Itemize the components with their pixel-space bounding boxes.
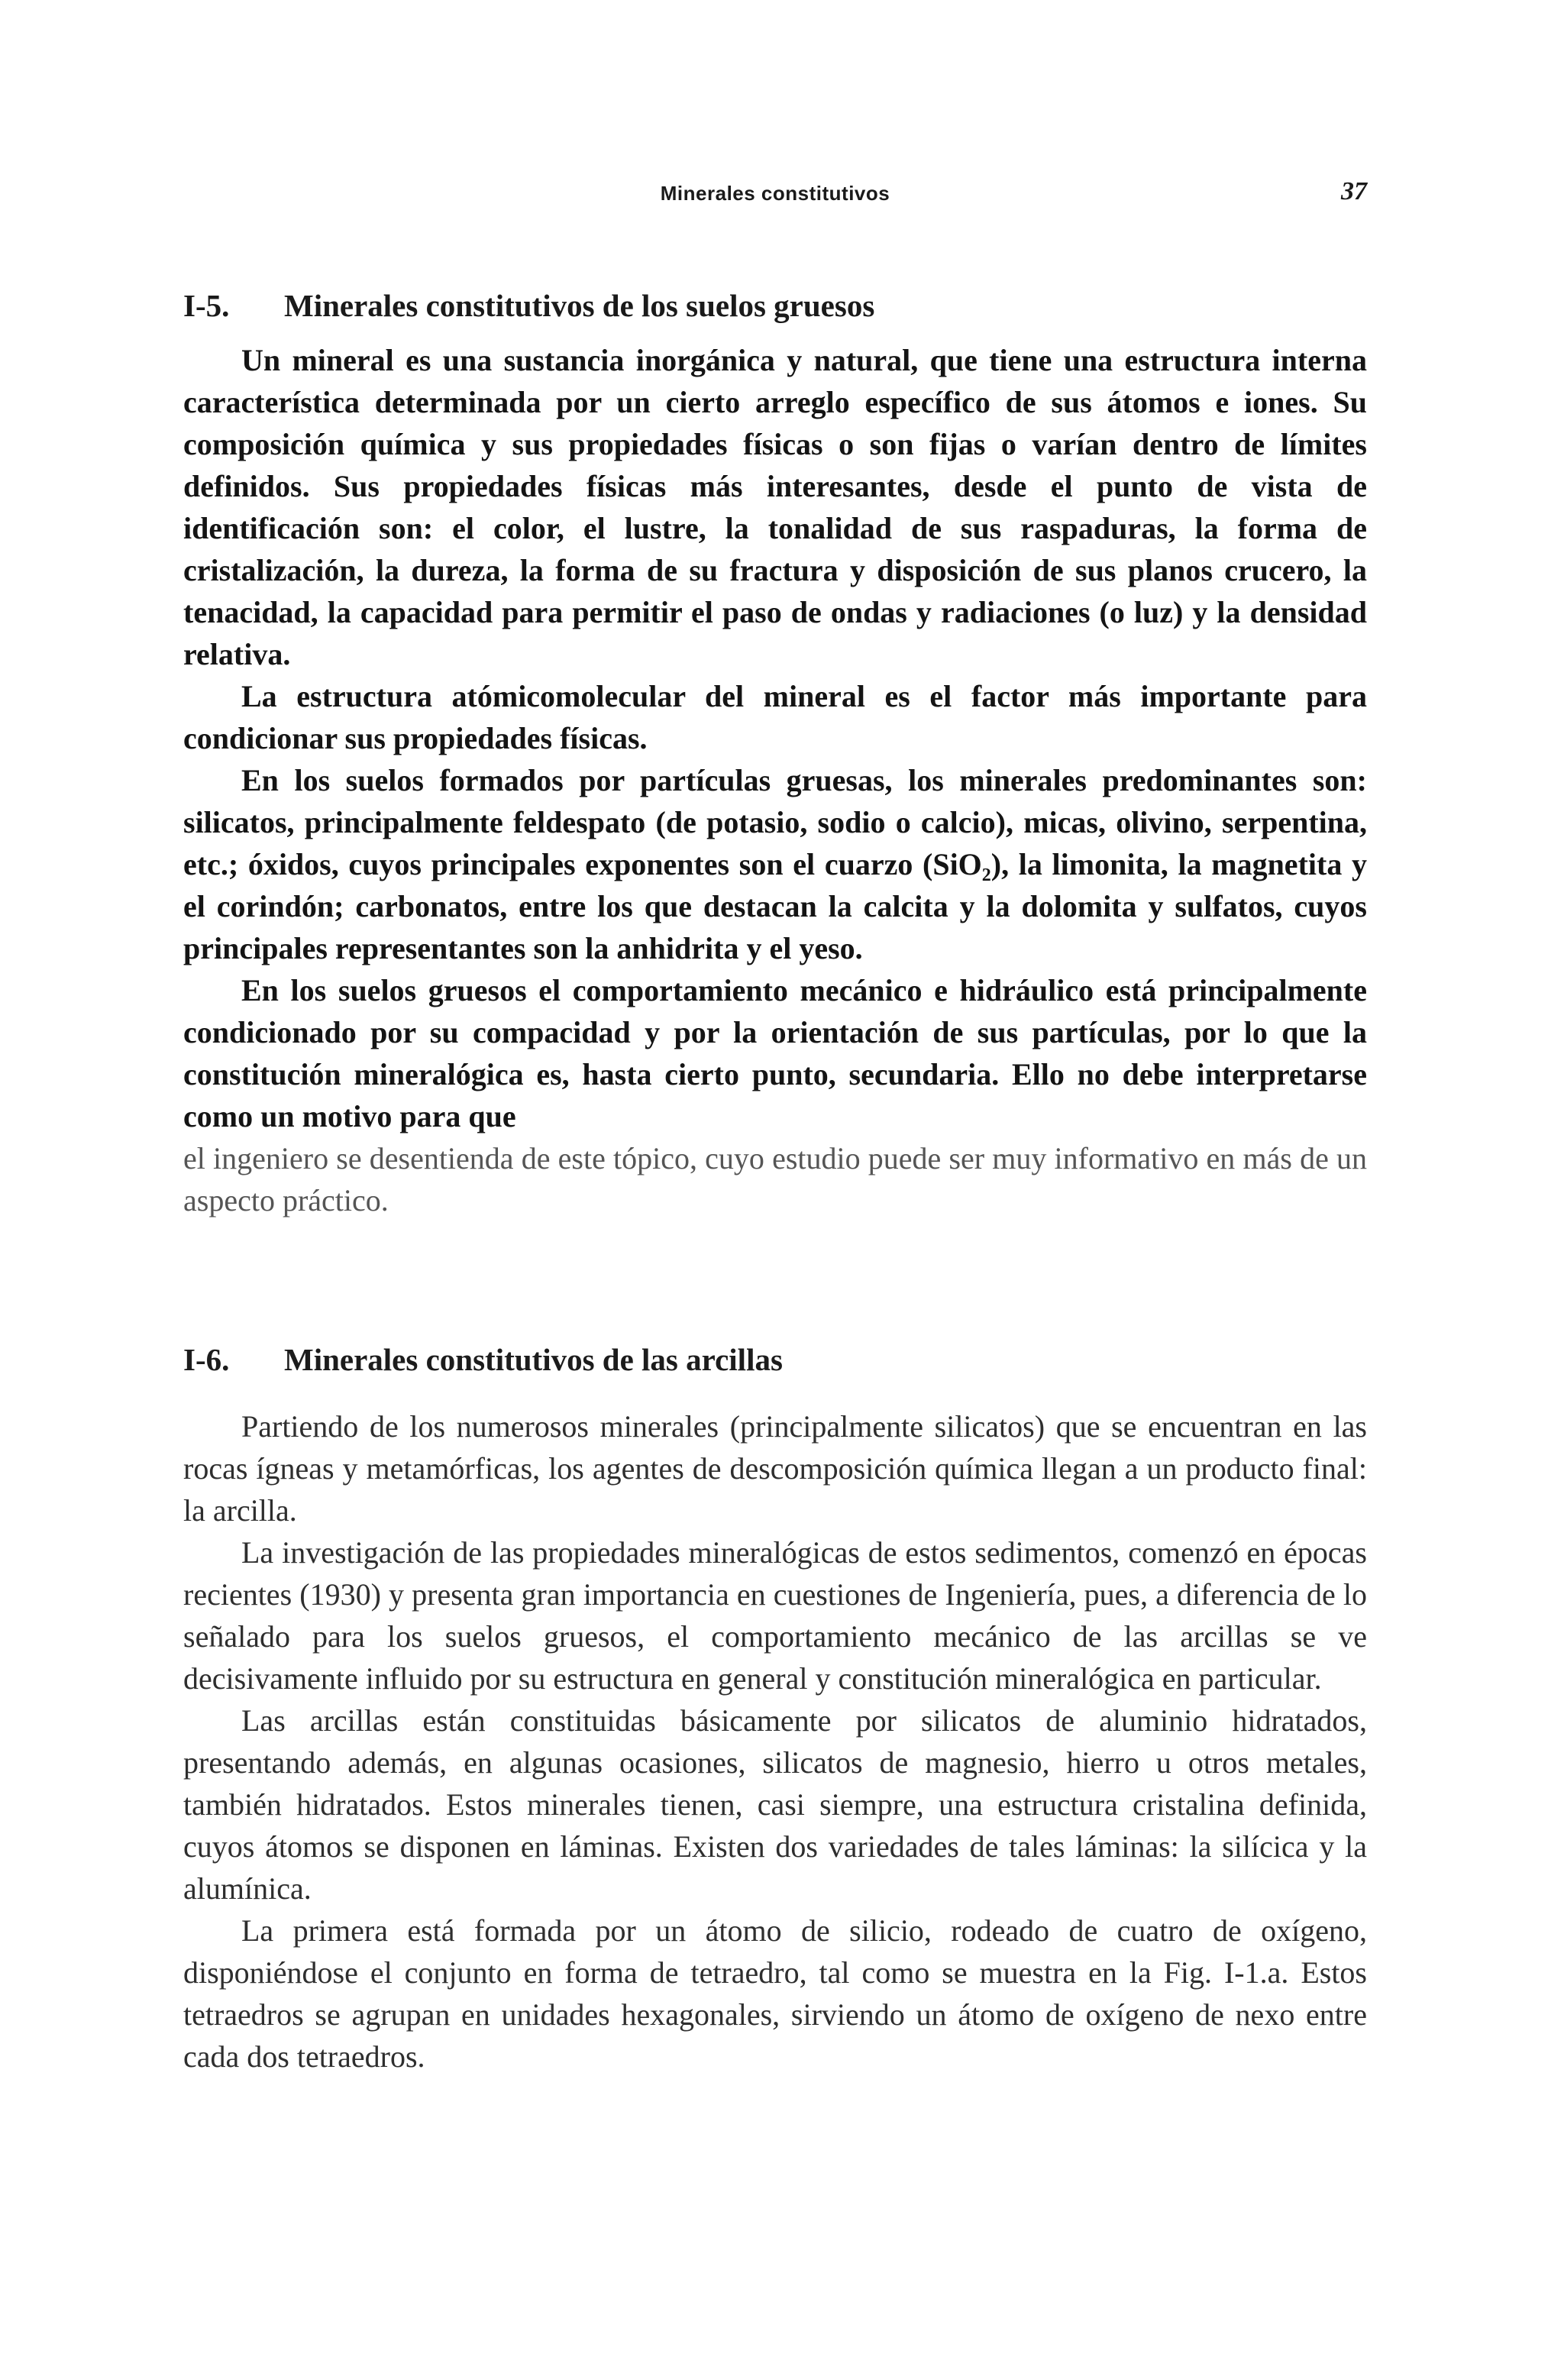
paragraph: En los suelos formados por partículas gruesas, los minerales predominantes son: silicatos, principalmente feldespato (de potasio, sodio o calcio), micas, olivino, serpentina, etc.; óxidos, cuyos principales exponentes son el cuarzo (SiO₂), la limonita, la magnetita y el corindón; carbonatos, entre los que destacan la calcita y la dolomita y sulfatos, cuyos principales representantes son la anhidrita y el yeso. xyxy=(183,763,1367,965)
paragraph: Partiendo de los numerosos minerales (principalmente silicatos) que se encuentran en las rocas ígneas y metamórficas, los agentes de descomposición química llegan a un producto final: la arcilla. xyxy=(183,1409,1367,1528)
section-i-6 xyxy=(183,1338,1367,2078)
paragraph-continuation: el ingeniero se desentienda de este tópico, cuyo estudio puede ser muy informativo en más de un aspecto práctico. xyxy=(183,1141,1367,1217)
section-number: I-6. xyxy=(183,1342,230,1377)
paragraph: La estructura atómicomolecular del mineral es el factor más importante para condicionar sus propiedades físicas. xyxy=(183,679,1367,755)
running-title: Minerales constitutivos xyxy=(660,182,890,205)
section-i-5 xyxy=(183,284,1367,1221)
paragraph: Un mineral es una sustancia inorgánica y natural, que tiene una estructura interna característica determinada por un cierto arreglo específico de sus átomos e iones. Su composición química y sus propiedades físicas o son fijas o varían dentro de límites definidos. Sus propiedades físicas más interesantes, desde el punto de vista de identificación son: el color, el lustre, la tonalidad de sus raspaduras, la forma de cristalización, la dureza, la forma de su fractura y disposición de sus planos crucero, la tenacidad, la capacidad para permitir el paso de ondas y radiaciones (o luz) y la densidad relativa. xyxy=(183,343,1367,671)
paragraph: La investigación de las propiedades mineralógicas de estos sedimentos, comenzó en épocas recientes (1930) y presenta gran importancia en cuestiones de Ingeniería, pues, a diferencia de lo señalado para los suelos gruesos, el comportamiento mecánico de las arcillas se ve decisivamente influido por su estructura en general y constitución mineralógica en particular. xyxy=(183,1535,1367,1696)
paragraph: La primera está formada por un átomo de silicio, rodeado de cuatro de oxígeno, disponiéndose el conjunto en forma de tetraedro, tal como se muestra en la Fig. I-1.a. Estos tetraedros se agrupan en unidades hexagonales, sirviendo un átomo de oxígeno de nexo entre cada dos tetraedros. xyxy=(183,1913,1367,2074)
page-number: 37 xyxy=(1341,177,1367,205)
paragraph: En los suelos gruesos el comportamiento mecánico e hidráulico está principalmente condicionado por su compacidad y por la orientación de sus partículas, por lo que la constitución mineralógica es, hasta cierto punto, secundaria. Ello no debe interpretarse como un motivo para que xyxy=(183,973,1367,1133)
paragraph: Las arcillas están constituidas básicamente por silicatos de aluminio hidratados, presentando además, en algunas ocasiones, silicatos de magnesio, hierro u otros metales, también hidratados. Estos minerales tienen, casi siempre, una estructura cristalina definida, cuyos átomos se disponen en láminas. Existen dos variedades de tales láminas: la silícica y la alumínica. xyxy=(183,1703,1367,1906)
section-title: Minerales constitutivos de los suelos gruesos xyxy=(284,288,875,323)
running-header xyxy=(183,173,1367,218)
section-heading xyxy=(183,284,1367,327)
section-heading xyxy=(183,1338,1367,1381)
section-title: Minerales constitutivos de las arcillas xyxy=(284,1342,783,1377)
section-number: I-5. xyxy=(183,288,230,323)
